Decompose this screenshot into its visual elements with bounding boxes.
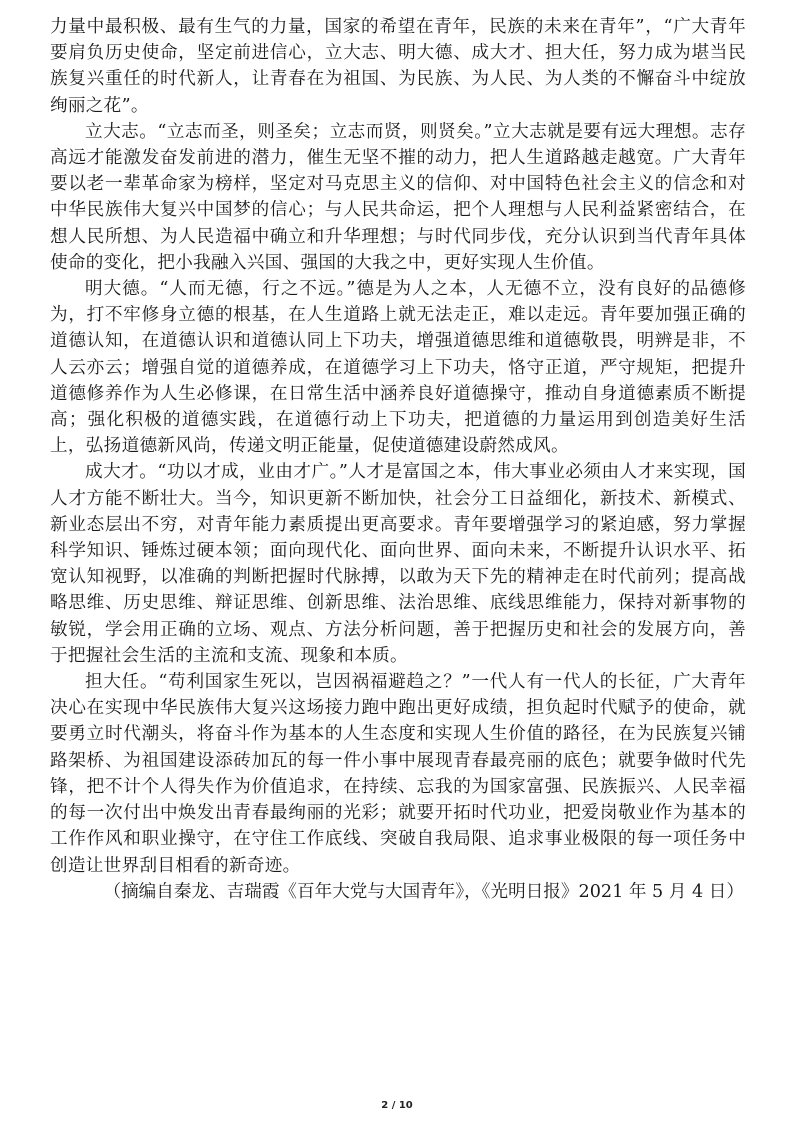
paragraph-dan-da-ren: 担大任。“苟利国家生死以，岂因祸福避趋之？”一代人有一代人的长征，广大青年决心在实现中华民族伟大复兴这场接力跑中跑出更好成绩，担负起时代赋予的使命，就要勇立时代潮头，将奋斗作为基本的人生态度和实现人生价值的路径，在为民族复兴铺路架桥、为祖国建设添砖加瓦的每一件小事中展现青春最亮丽的底色；就要争做时代先锋，把不计个人得失作为价值追求，在持续、忘我的为国家富强、民族振兴、人民幸福的每一次付出中焕发出青春最绚丽的光彩；就要开拓时代功业，把爱岗敬业作为基本的工作作风和职业操守，在守住工作底线、突破自我局限、追求事业极限的每一项任务中创造让世界刮目相看的新奇迹。 [50, 672, 746, 876]
paragraph-intro: 力量中最积极、最有生气的力量，国家的希望在青年，民族的未来在青年”，“广大青年要肩负历史使命，坚定前进信心，立大志、明大德、成大才、担大任，努力成为堪当民族复兴重任的时代新人，让青春在为祖国、为民族、为人民、为人类的不懈奋斗中绽放绚丽之花”。 [50, 17, 746, 116]
page-number: 2 / 10 [381, 1100, 413, 1111]
document-body [50, 14, 746, 905]
source-citation: （摘编自秦龙、吉瑞霞《百年大党与大国青年》，《光明日报》2021 年 5 月 4 日） [103, 881, 744, 902]
paragraph-ming-da-de: 明大德。“人而无德，行之不远。”德是为人之本，人无德不立，没有良好的品德修为，打不牢修身立德的根基，在人生道路上就无法走正，难以走远。青年要加强正确的道德认知，在道德认识和道德认同上下功夫，增强道德思维和道德敬畏，明辨是非，不人云亦云；增强自觉的道德养成，在道德学习上下功夫，恪守正道，严守规矩，把提升道德修养作为人生必修课，在日常生活中涵养良好道德操守，推动自身道德素质不断提高；强化积极的道德实践，在道德行动上下功夫，把道德的力量运用到创造美好生活上，弘扬道德新风尚，传递文明正能量，促使道德建设蔚然成风。 [50, 279, 746, 457]
paragraph-cheng-da-cai: 成大才。“功以才成，业由才广。”人才是富国之本，伟大事业必须由人才来实现，国人才方能不断壮大。当今，知识更新不断加快，社会分工日益细化，新技术、新模式、新业态层出不穷，对青年能力素质提出更高要求。青年要增强学习的紧迫感，努力掌握科学知识、锤炼过硬本领；面向现代化、面向世界、面向未来，不断提升认识水平、拓宽认知视野，以准确的判断把握时代脉搏，以敢为天下先的精神走在时代前列；提高战略思维、历史思维、辩证思维、创新思维、法治思维、底线思维能力，保持对新事物的敏锐，学会用正确的立场、观点、方法分析问题，善于把握历史和社会的发展方向，善于把握社会生活的主流和支流、现象和本质。 [50, 462, 746, 666]
paragraph-li-da-zhi: 立大志。“立志而圣，则圣矣；立志而贤，则贤矣。”立大志就是要有远大理想。志存高远才能激发奋发前进的潜力，催生无坚不摧的动力，把人生道路越走越宽。广大青年要以老一辈革命家为榜样，坚定对马克思主义的信仰、对中国特色社会主义的信念和对中华民族伟大复兴中国梦的信心；与人民共命运，把个人理想与人民利益紧密结合，在想人民所想、为人民造福中确立和升华理想；与时代同步伐，充分认识到当代青年具体使命的变化，把小我融入兴国、强国的大我之中，更好实现人生价值。 [50, 121, 746, 273]
